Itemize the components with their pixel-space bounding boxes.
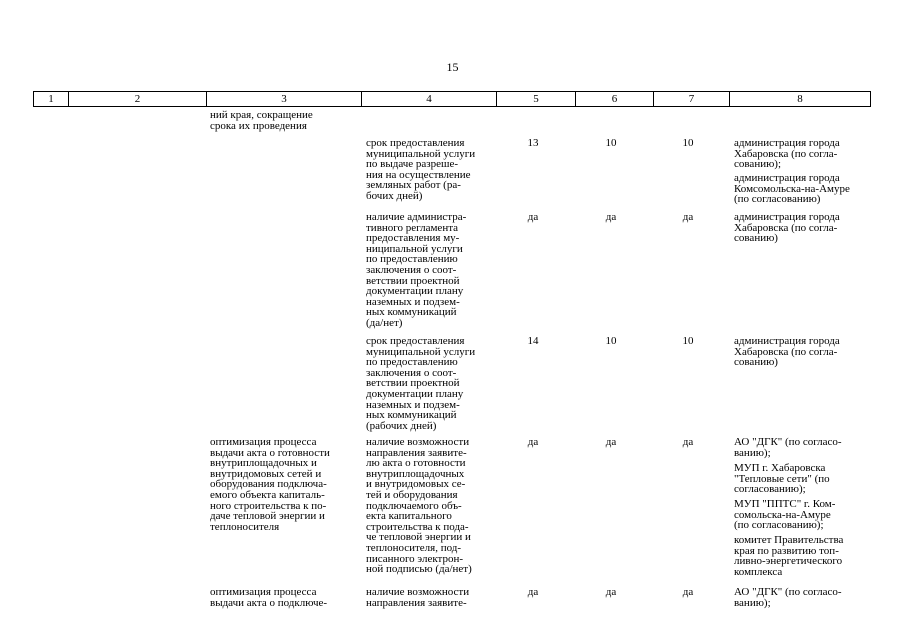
header-col-4: 4 [361,92,496,106]
header-col-7: 7 [653,92,729,106]
row-5-value-2019: да [605,586,617,598]
row-3-indicator: срок предоставления муниципальной услуги по предоставлению заключения о соот- ветствии проектной документации плану наземных и подзем- ных коммуникаций (рабочих дней) [366,335,476,432]
row-5-executor-1: АО "ДГК" (по согласо- ванию); [734,586,842,609]
row-1-executor-1: администрация города Хабаровска (по согла- сованию); [734,137,840,171]
header-col-8: 8 [729,92,870,106]
row-1-indicator: срок предоставления муниципальной услуги по выдаче разреше- ния на осуществление земляных работ (ра- бочих дней) [366,137,476,202]
page-number: 15 [446,60,459,74]
row-3-value-2018: 14 [527,335,539,347]
row-1-value-2019: 10 [605,137,617,149]
row-0-measure: ний края, сокращение срока их проведения [210,109,313,132]
row-4-executor-4: комитет Правительства края по развитию топ- ливно-энергетического комплекса [734,534,844,578]
row-4-executor-1: АО "ДГК" (по согласо- ванию); [734,436,842,459]
row-1-executor-2: администрация города Комсомольска-на-Амуре (по согласованию) [734,172,850,206]
row-4-value-2018: да [527,436,539,448]
row-5-measure: оптимизация процесса выдачи акта о подключе- [210,586,328,609]
row-2-indicator: наличие администра- тивного регламента предоставления му- ниципальной услуги по предоставлению заключения о соот- ветствии проектной документации плану наземных и подзем- ных коммуникаций (да/нет) [366,211,467,329]
row-5-indicator: наличие возможности направления заявите- [366,586,470,609]
row-1-value-2018: 13 [527,137,539,149]
row-3-executor-1: администрация города Хабаровска (по согла- сованию) [734,335,840,369]
row-5-value-2020: да [682,586,694,598]
table-header-row [33,91,871,107]
header-col-3: 3 [206,92,361,106]
row-2-executor-1: администрация города Хабаровска (по согла- сованию) [734,211,840,245]
row-4-value-2020: да [682,436,694,448]
row-1-value-2020: 10 [682,137,694,149]
header-col-1: 1 [48,93,54,105]
row-2-value-2019: да [605,211,617,223]
row-4-indicator: наличие возможности направления заявите- лю акта о готовности внутриплощадочных и внутридомовых се- тей и оборудования подключаемого объ- екта капитального строительства к пода- че тепловой энергии и теплоносителя, под- писанного электрон- ной подписью (да/нет) [366,436,472,576]
header-col-5: 5 [496,92,575,106]
row-2-value-2018: да [527,211,539,223]
row-5-value-2018: да [527,586,539,598]
row-3-value-2020: 10 [682,335,694,347]
header-col-2: 2 [68,92,206,106]
row-4-executor-2: МУП г. Хабаровска "Тепловые сети" (по согласованию); [734,462,830,496]
row-3-value-2019: 10 [605,335,617,347]
row-4-measure: оптимизация процесса выдачи акта о готовности внутриплощадочных и внутридомовых сетей и оборудования подключа- емого объекта капиталь- ного строительства к по- даче тепловой энергии и теплоносителя [210,436,330,533]
row-4-executor-3: МУП "ППТС" г. Ком- сомольска-на-Амуре (по согласованию); [734,498,836,532]
header-col-6: 6 [575,92,653,106]
row-2-value-2020: да [682,211,694,223]
row-4-value-2019: да [605,436,617,448]
